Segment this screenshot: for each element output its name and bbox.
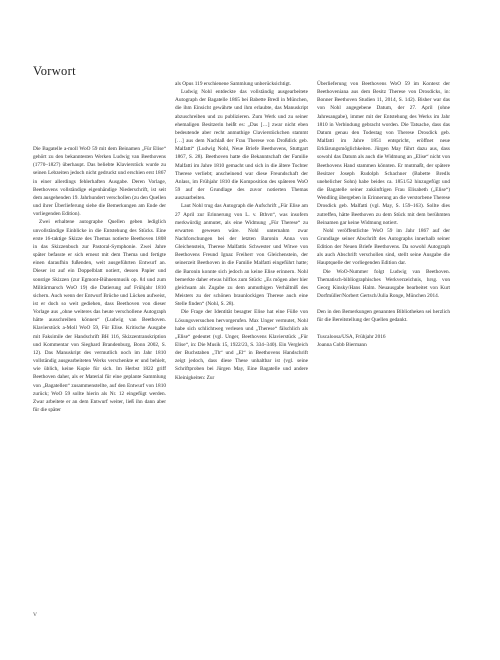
- paragraph: Nohl veröffentlichte WoO 59 im Jahr 1867 auf der Grundlage seiner Abschrift des Autographs innerhalb seiner Edition der Neuen Briefe Beethovens. Da sowohl Autograph als auch Abschrift verschollen sind, stellt seine Ausgabe die Hauptquelle der vorliegenden Edition dar.: [317, 227, 450, 267]
- paragraph: Die Bagatelle a-moll WoO 59 mit dem Beinamen „Für Elise“ gehört zu den bekanntesten Werken Ludwig van Beethovens (1770–1827) überhaupt. Das beliebte Klavierstück wurde zu seinen Lebzeiten jedoch nicht gedruckt und erschien erst 1867 in einer allerdings fehlerhaften Ausgabe. Deren Vorlage, Beethovens vollständige eigenhändige Niederschrift, ist seit dem ausgehenden 19. Jahrhundert verschollen (zu den Quellen und ihrer Überlieferung siehe die Bemerkungen am Ende der vorliegenden Edition).: [33, 146, 166, 218]
- paragraph: Laut Nohl trug das Autograph die Aufschrift „Für Elise am 27 April zur Erinnerung von L. v. Bthvn“, was insofern merkwürdig anmutet, als eine Widmung „Für Therese“ zu erwarten gewesen wäre. Nohl unternahm zwar Nachforschungen bei der letzten Baronin Anna von Gleichenstein, Therese Malfattis Schwester und Witwe von Beethovens Freund Ignaz Freiherr von Gleichenstein, der seinerzeit Beethoven in die Familie Malfatti eingeführt hatte; die Baronin konnte sich jedoch an keine Elise erinnern. Nohl bemerkte daher etwas hilflos zum Stück: „Es mögen aber hier gleichsam als Zugabe zu dem anmuthigen Verhältniß des Meisters zu der schönen braunlockigen Therese auch eine Stelle finden“ (Nohl, S. 28).: [175, 203, 308, 308]
- signature-block: Tuscaloosa/USA, Frühjahr 2016 Joanna Cobb Biermann: [317, 333, 386, 348]
- paragraph: Zwei erhaltene autographe Quellen geben lediglich unvollständige Einblicke in die Entstehung des Stücks. Eine erste 16-taktige Skizze des Themas notierte Beethoven 1808 in das Skizzenbuch zur Pastoral-Symphonie. Zwei Jahre später befasste er sich erneut mit dem Thema und fertigte einen daraufhin fußenden, weit ausgeführten Entwurf an. Dieser ist auf ein Doppelblatt notiert, dessen Papier und sonstige Skizzen (zur Egmont-Bühnenmusik op. 84 und zum Militärmarsch WoO 19) die Datierung auf Frühjahr 1810 sichern. Auch wenn der Entwurf Brüche und Lücken aufweist, ist er doch so weit gediehen, dass Beethoven von dieser Vorlage aus „ohne weiteres das heute verschollene Autograph hätte ausschreiben können“ (Ludwig van Beethoven. Klavierstück a-Moll WoO 59, Für Elise. Kritische Ausgabe mit Faksimile der Handschrift BH 116, Skizzentranskription und Kommentar von Sieghard Brandenburg, Bonn 2002, S. 12). Das Manuskript des vermutlich noch im Jahr 1810 vollständig ausgearbeiteten Werks verschenkte er und behielt, wie üblich, keine Kopie für sich. Im Herbst 1822 griff Beethoven daher, als er Material für eine geplante Sammlung von „Bagatellen“ zusammenstellte, auf den Entwurf von 1810 zurück; WoO 59 sollte hierin als Nr. 12 eingefügt werden. Zwar arbeitete er an dem Entwurf weiter, ließ ihn dann aber für die später: [33, 219, 166, 413]
- paragraph: als Opus 119 erschienene Sammlung unberücksichtigt.: [175, 81, 292, 87]
- paragraph: Ludwig Nohl entdeckte das vollständig ausgearbeitete Autograph der Bagatelle 1865 bei Babette Bredl in München, die ihm Einsicht gewährte und ihm erlaubte, das Manuskript abzuschreiben und zu publizieren. Zum Werk und zu seiner ehemaligen Besitzerin heißt es: „Das […] zwar nicht eben bedeutende aber recht anmuthige Clavierstückchen stammt […] aus dem Nachlaß der Frau Therese von Droßdick geb. Malfatti“ (Ludwig Nohl, Neue Briefe Beethovens, Stuttgart 1867, S. 28). Beethoven hatte die Bekanntschaft der Familie Malfatti im Jahre 1810 gemacht und sich in die ältere Tochter Therese verliebt; anscheinend war diese Freundschaft der Anlass, im Frühjahr 1810 die Komposition des späteren WoO 59 auf der Grundlage des zuvor notierten Themas auszuarbeiten.: [175, 89, 308, 202]
- text-column-2: [175, 80, 308, 382]
- paragraph: Überlieferung von Beethovens WoO 59 im Kontext der Beethovenianа aus dem Besitz Therese von Drosdicks, in: Bonner Beethoven Studien 11, 2014, S. 142). Bisher war das von Nohl angegebene Datum, der 27. April (ohne Jahresangabe), immer mit der Entstehung des Werks im Jahr 1810 in Verbindung gebracht worden. Die Tatsache, dass das Datum genau den Todestag von Therese Drosdick geb. Malfatti im Jahre 1851 entspricht, eröffnet neue Erklärungsmöglichkeiten. Jürgen May führt dazu aus, dass sowohl das Datum als auch die Widmung an „Elise“ nicht von Beethovens Hand stammen könnten. Er mutmaßt, der spätere Besitzer Joseph Rudolph Schachner (Babette Bredls unehelicher Sohn) habe beides ca. 1851/52 hinzugefügt und die Bagatelle seiner zukünftigen Frau Elisabeth („Elise“) Wendling übergeben in Erinnerung an die verstorbene Therese Drosdick geb. Malfatti (vgl. May, S. 159–163). Sollte dies zutreffen, hätte Beethoven zu dem Stück mit dem berühmten Beinamen gar keine Widmung notiert.: [317, 81, 450, 226]
- paragraph: Die WoO-Nummer folgt Ludwig van Beethoven. Thematisch-bibliographisches Werkverzeichnis, hrsg. von Georg Kinsky/Hans Halm. Neuausgabe bearbeitet von Kurt Dorfmüller/Norbert Gertsch/Julia Ronge, München 2014.: [317, 268, 450, 300]
- text-column-1: [33, 145, 166, 414]
- text-column-3: [317, 80, 450, 349]
- page-number: V: [33, 612, 37, 618]
- acknowledgement: Den in den Bemerkungen genannten Bibliotheken sei herzlich für die Bereitstellung der Quellen gedankt.: [317, 309, 450, 324]
- page-title: Vorwort: [33, 64, 76, 78]
- paragraph: Die Frage der Identität besagter Elise hat eine Fülle von Lösungsversuchen hervorgerufen. Max Unger vermutet, Nohl habe sich schlichtweg verlesen und „Therese“ fälschlich als „Elise“ gedeutet (vgl. Unger, Beethovens Klavierstück „Für Elise“, in: Die Musik 15, 1922/23, S. 334–340). Ein Vergleich der Buchstaben „Th“ und „El“ in Beethovens Handschrift zeigt jedoch, dass diese These unhaltbar ist (vgl. seine Schriftproben bei Jürgen May, Eine Bagatelle und andere Kleinigkeiten: Zur: [175, 309, 308, 381]
